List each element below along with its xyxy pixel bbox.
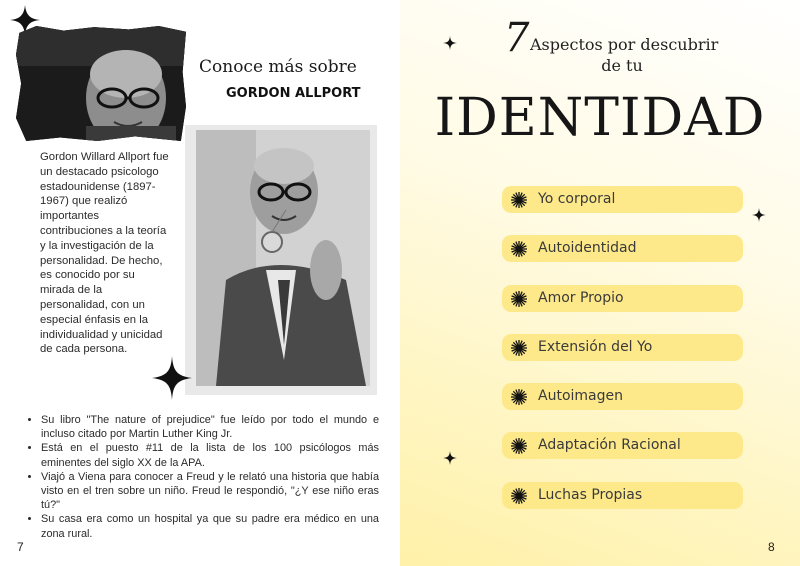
list-item: • Está en el puesto #11 de la lista de los 100 psicólogos más eminentes del siglo XX de la APA. — [41, 441, 379, 469]
title-line-1: Aspectos por descubrir — [530, 35, 719, 54]
aspects-list — [502, 186, 743, 531]
sunburst-icon — [511, 389, 527, 405]
aspect-label: Amor Propio — [538, 289, 624, 306]
sparkle-icon — [752, 208, 766, 222]
sparkle-icon — [152, 356, 192, 400]
list-item: • Su libro "The nature of prejudice" fue leído por todo el mundo e incluso citado por Martin Luther King Jr. — [41, 413, 379, 441]
portrait-photo-main — [196, 130, 370, 386]
heading-intro: Conoce más sobre — [199, 57, 357, 77]
aspect-item-luchas-propias — [502, 482, 743, 509]
aspect-item-autoidentidad — [502, 235, 743, 262]
sunburst-icon — [511, 488, 527, 504]
sunburst-icon — [511, 241, 527, 257]
title-big: IDENTIDAD — [434, 88, 766, 148]
sparkle-icon — [443, 36, 457, 50]
aspect-label: Autoimagen — [538, 388, 623, 405]
list-item: • Su casa era como un hospital ya que su padre era médico en una zona rural. — [41, 512, 379, 540]
aspect-item-extension-del-yo — [502, 334, 743, 361]
page-number-right: 8 — [768, 540, 775, 554]
aspect-item-yo-corporal — [502, 186, 743, 213]
aspect-label: Yo corporal — [538, 191, 616, 207]
title-number: 7 — [504, 15, 530, 61]
aspect-item-autoimagen — [502, 383, 743, 410]
portrait-photo-small — [16, 26, 186, 141]
aspect-item-adaptacion-racional — [502, 432, 743, 459]
sunburst-icon — [511, 340, 527, 356]
title-line-2: de tu — [601, 56, 643, 75]
aspect-item-amor-propio — [502, 285, 743, 312]
bio-text: Gordon Willard Allport fue un destacado psicologo estadounidense (1897-1967) que realizó importantes contribuciones a la teoría y la investigación de la personalidad. De hecho, es conocido por su mirada de la personalidad, con un especial énfasis en la individualidad y unicidad de cada persona. — [40, 151, 169, 356]
facts-list — [25, 413, 379, 541]
sunburst-icon — [511, 438, 527, 454]
heading-name: GORDON ALLPORT — [226, 86, 361, 101]
list-item: • Viajó a Viena para conocer a Freud y le relató una historia que había visto en el tren sobre un niño. Freud le respondió, "¿Y ese niño eras tú?" — [41, 470, 379, 513]
aspect-label: Autoidentidad — [538, 240, 637, 257]
sunburst-icon — [511, 192, 527, 208]
aspect-label: Luchas Propias — [538, 486, 643, 503]
aspect-label: Extensión del Yo — [538, 338, 653, 355]
sparkle-icon — [443, 451, 457, 465]
page-number-left: 7 — [17, 540, 24, 554]
aspect-label: Adaptación Racional — [538, 437, 681, 454]
sunburst-icon — [511, 291, 527, 307]
